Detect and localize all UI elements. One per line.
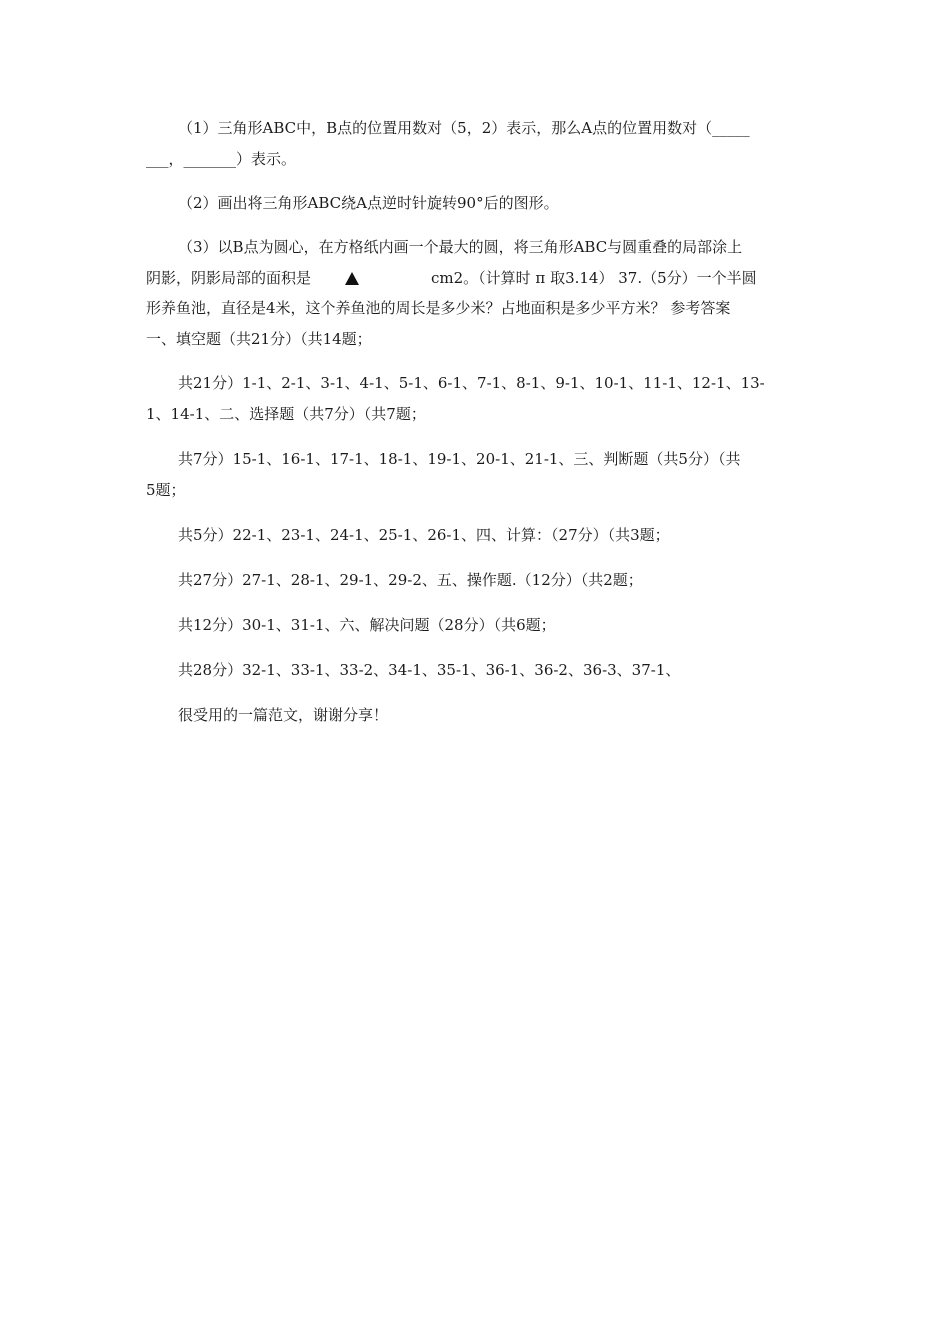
text-line: 共21分）1-1、2-1、3-1、4-1、5-1、6-1、7-1、8-1、9-1、10-1、11-1、12-1、13- bbox=[178, 374, 765, 392]
text-line: 共27分）27-1、28-1、29-1、29-2、五、操作题.（12分）（共2题； bbox=[178, 571, 643, 589]
text-line: 一、填空题（共21分）（共14题； bbox=[146, 330, 372, 348]
text-line: （1）三角形ABC中，B点的位置用数对（5，2）表示，那么A点的位置用数对（_____ bbox=[178, 119, 750, 137]
text-line: 1、14-1、二、选择题（共7分）（共7题； bbox=[146, 405, 426, 423]
text-line: 共7分）15-1、16-1、17-1、18-1、19-1、20-1、21-1、三、判断题（共5分）（共 bbox=[178, 450, 741, 468]
text-line: 很受用的一篇范文，谢谢分享！ bbox=[178, 706, 389, 724]
text-line: 共12分）30-1、31-1、六、解决问题（28分）（共6题； bbox=[178, 616, 556, 634]
answer-blank-triangle-icon bbox=[345, 272, 359, 285]
text-line: （2）画出将三角形ABC绕A点逆时针旋转90°后的图形。 bbox=[178, 194, 559, 212]
text-line: 形养鱼池，直径是4米，这个养鱼池的周长是多少米？占地面积是多少平方米？ 参考答案 bbox=[146, 299, 731, 317]
text-line: 阴影，阴影局部的面积是 bbox=[146, 269, 312, 287]
text-line: ___，_______）表示。 bbox=[146, 150, 297, 168]
text-line: 5题； bbox=[146, 481, 186, 499]
text-line: cm2。（计算时 π 取3.14） 37.（5分）一个半圆 bbox=[431, 269, 757, 287]
text-line: 共5分）22-1、23-1、24-1、25-1、26-1、四、计算：（27分）（共3题； bbox=[178, 526, 670, 544]
text-line: （3）以B点为圆心，在方格纸内画一个最大的圆，将三角形ABC与圆重叠的局部涂上 bbox=[178, 238, 743, 256]
text-line: 共28分）32-1、33-1、33-2、34-1、35-1、36-1、36-2、36-3、37-1、 bbox=[178, 661, 681, 679]
